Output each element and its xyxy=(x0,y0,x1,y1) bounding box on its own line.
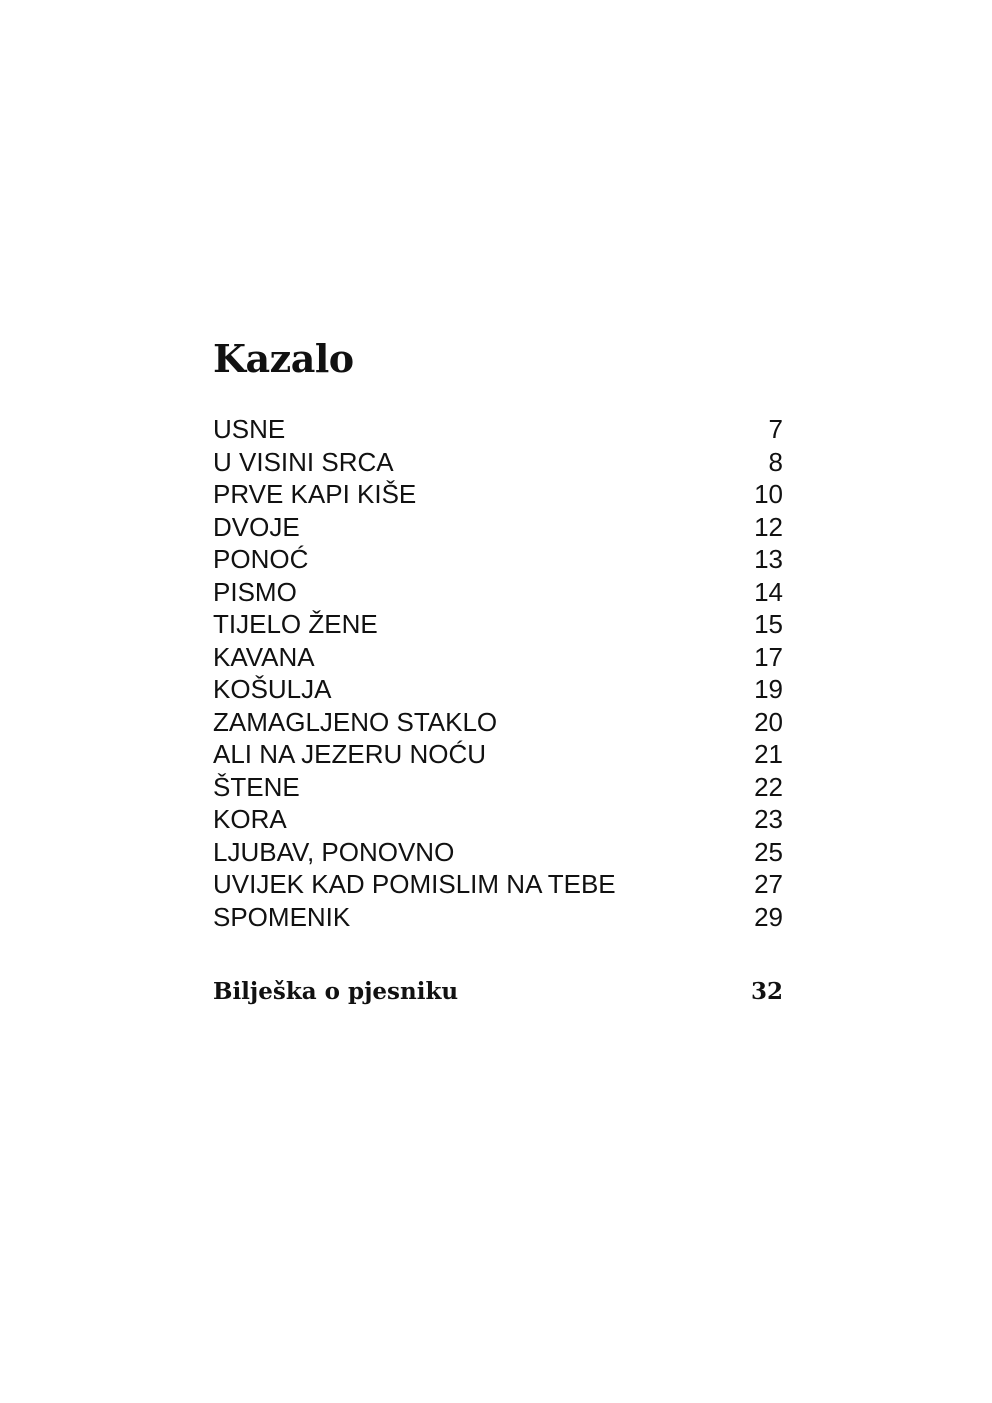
toc-entry-title: PISMO xyxy=(213,576,297,607)
toc-entry[interactable] xyxy=(213,478,783,511)
toc-entry-title: PONOĆ xyxy=(213,544,309,574)
toc-entry[interactable] xyxy=(213,706,783,739)
toc-entry[interactable] xyxy=(213,738,783,771)
toc-entry-page: 29 xyxy=(754,901,783,932)
author-note-page: 32 xyxy=(750,978,783,1005)
toc-entry-page: 13 xyxy=(754,544,783,574)
toc-entry-page: 20 xyxy=(754,706,783,737)
toc-entry-title: USNE xyxy=(213,414,286,444)
toc-entry[interactable] xyxy=(213,511,783,544)
toc-entry-title: KOŠULJA xyxy=(213,674,332,704)
toc-entry[interactable] xyxy=(213,673,783,706)
toc-entry-title: ZAMAGLJENO STAKLO xyxy=(213,706,498,737)
toc-entry[interactable] xyxy=(213,803,783,836)
table-of-contents xyxy=(213,413,783,933)
toc-entry-page: 27 xyxy=(754,869,783,899)
toc-entry-page: 10 xyxy=(754,479,783,509)
toc-entry-page: 15 xyxy=(754,609,783,639)
page-title: Kazalo xyxy=(213,336,354,381)
toc-entry[interactable] xyxy=(213,771,783,804)
toc-entry-page: 23 xyxy=(754,804,783,834)
toc-entry-title: SPOMENIK xyxy=(213,901,351,932)
toc-entry[interactable] xyxy=(213,641,783,674)
toc-entry-title: DVOJE xyxy=(213,511,300,542)
author-note-entry[interactable] xyxy=(213,976,783,1008)
toc-entry[interactable] xyxy=(213,446,783,479)
toc-entry[interactable] xyxy=(213,413,783,446)
toc-entry-page: 14 xyxy=(754,576,783,607)
toc-entry-title: ŠTENE xyxy=(213,771,300,802)
toc-entry-page: 7 xyxy=(768,414,783,444)
toc-entry[interactable] xyxy=(213,868,783,901)
toc-entry-page: 17 xyxy=(754,641,783,672)
toc-entry-page: 21 xyxy=(754,739,783,769)
toc-entry-title: KAVANA xyxy=(213,641,315,672)
toc-entry-title: UVIJEK KAD POMISLIM NA TEBE xyxy=(213,869,616,899)
toc-entry-page: 8 xyxy=(768,446,783,477)
author-note-title: Bilješka o pjesniku xyxy=(213,978,459,1005)
toc-entry-title: TIJELO ŽENE xyxy=(213,609,378,639)
toc-entry[interactable] xyxy=(213,576,783,609)
toc-entry-page: 25 xyxy=(754,836,783,867)
toc-entry-title: ALI NA JEZERU NOĆU xyxy=(213,739,487,769)
toc-entry-title: LJUBAV, PONOVNO xyxy=(213,836,455,867)
toc-entry[interactable] xyxy=(213,543,783,576)
toc-entry-title: U VISINI SRCA xyxy=(213,446,394,477)
toc-entry-title: PRVE KAPI KIŠE xyxy=(213,479,417,509)
toc-entry-title: KORA xyxy=(213,804,287,834)
toc-entry-page: 19 xyxy=(754,674,783,704)
toc-entry[interactable] xyxy=(213,836,783,869)
toc-entry-page: 22 xyxy=(754,771,783,802)
toc-entry-page: 12 xyxy=(754,511,783,542)
toc-entry[interactable] xyxy=(213,901,783,934)
toc-entry[interactable] xyxy=(213,608,783,641)
